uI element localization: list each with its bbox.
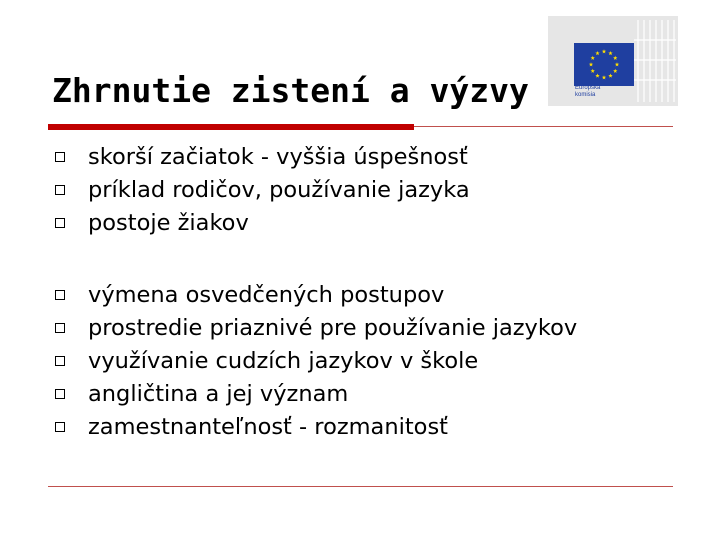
list-item-text: postoje žiakov (88, 210, 249, 236)
square-bullet-icon (55, 218, 65, 228)
list-item-text: príklad rodičov, používanie jazyka (88, 177, 470, 203)
list-item-text: angličtina a jej význam (88, 381, 349, 407)
list-item (0, 280, 720, 310)
title-accent-bar (48, 124, 414, 130)
square-bullet-icon (55, 323, 65, 333)
european-commission-logo (548, 16, 678, 106)
list-item-text: prostredie priaznivé pre používanie jazykov (88, 315, 578, 341)
square-bullet-icon (55, 356, 65, 366)
list-item (0, 346, 720, 376)
square-bullet-icon (55, 422, 65, 432)
square-bullet-icon (55, 152, 65, 162)
footer-divider (48, 486, 673, 487)
list-item (0, 175, 720, 205)
square-bullet-icon (55, 290, 65, 300)
eu-flag-icon (574, 43, 634, 86)
logo-text-line2: komisia (575, 92, 596, 98)
list-item-text: výmena osvedčených postupov (88, 282, 445, 308)
list-item-text: skorší začiatok - vyššia úspešnosť (88, 144, 468, 170)
building-icon (634, 20, 676, 102)
logo-text-line1: Európska (575, 85, 601, 91)
slide-title: Zhrnutie zistení a výzvy (52, 71, 529, 110)
list-item-text: zamestnanteľnosť - rozmanitosť (88, 414, 448, 440)
list-item-text: využívanie cudzích jazykov v škole (88, 348, 479, 374)
list-item (0, 379, 720, 409)
list-item (0, 142, 720, 172)
square-bullet-icon (55, 185, 65, 195)
list-item (0, 412, 720, 442)
logo-text (575, 85, 635, 99)
list-item (0, 313, 720, 343)
list-item (0, 208, 720, 238)
square-bullet-icon (55, 389, 65, 399)
